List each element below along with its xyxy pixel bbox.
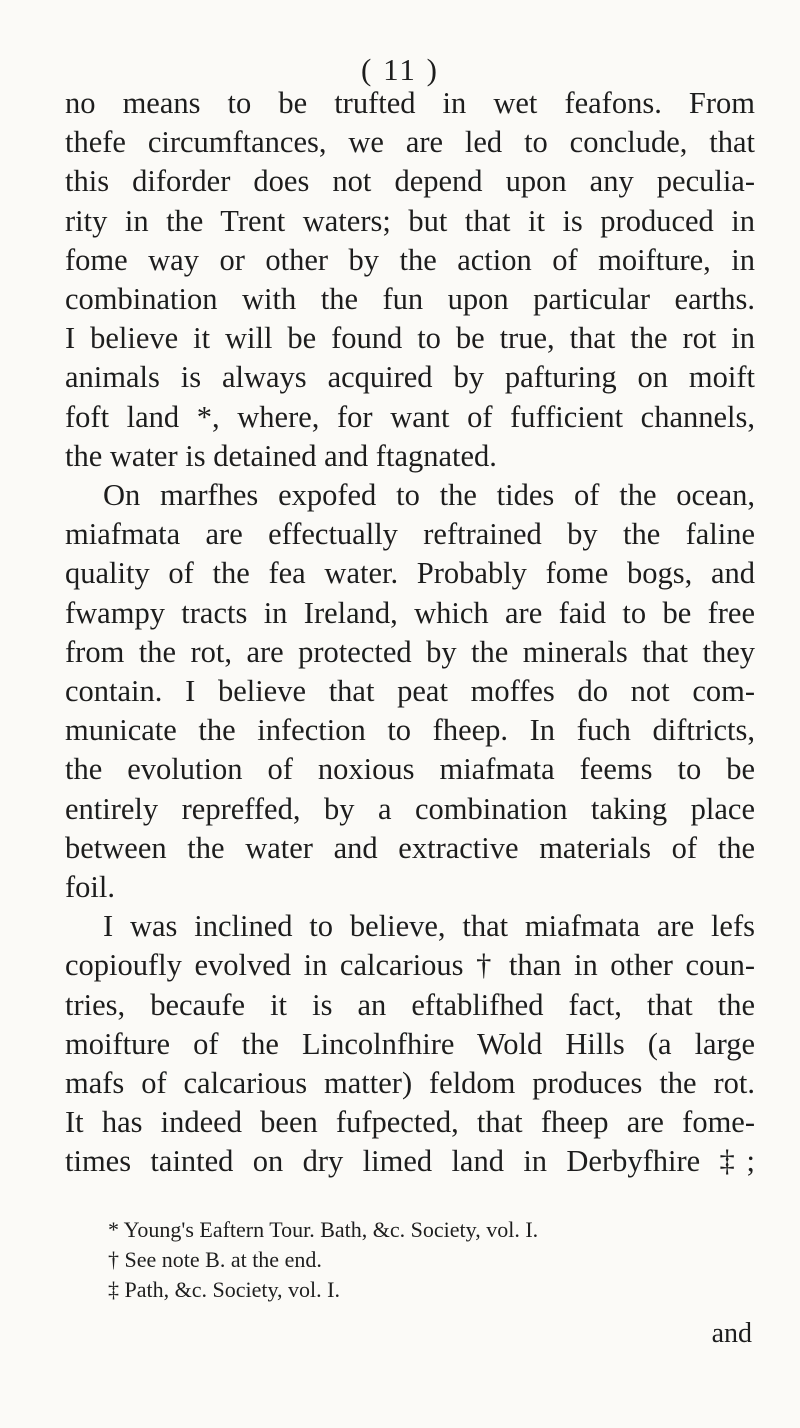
text-line: this diforder does not depend upon any peculia- bbox=[65, 164, 755, 199]
paragraph-start-line: I was inclined to believe, that miafmata are lefs bbox=[103, 909, 755, 944]
text-line: mafs of calcarious matter) feldom produces the rot. bbox=[65, 1066, 755, 1101]
footnote: † See note B. at the end. bbox=[108, 1247, 322, 1272]
text-line: contain. I believe that peat moffes do not com- bbox=[65, 674, 755, 709]
text-line: entirely repreffed, by a combination taking place bbox=[65, 791, 755, 826]
footnotes bbox=[108, 1215, 758, 1305]
footnote: * Young's Eaftern Tour. Bath, &c. Society, vol. I. bbox=[108, 1217, 539, 1242]
text-line: from the rot, are protected by the minerals that they bbox=[65, 634, 755, 669]
text-line: It has indeed been fufpected, that fheep are fome- bbox=[65, 1105, 755, 1140]
text-line: animals is always acquired by pafturing on moift bbox=[65, 360, 755, 395]
text-line: thefe circumftances, we are led to conclude, that bbox=[65, 125, 755, 160]
text-line: the evolution of noxious miafmata feems to be bbox=[65, 752, 755, 787]
text-line: the water is detained and ftagnated. bbox=[65, 438, 497, 473]
text-line: times tainted on dry limed land in Derbyfhire ‡; bbox=[65, 1144, 755, 1179]
text-line: combination with the fun upon particular earths. bbox=[65, 282, 755, 317]
catchword: and bbox=[711, 1318, 752, 1349]
text-line: foil. bbox=[65, 870, 115, 905]
text-line: municate the infection to fheep. In fuch diftricts, bbox=[65, 713, 755, 748]
text-line: moifture of the Lincolnfhire Wold Hills (a large bbox=[65, 1026, 755, 1061]
text-line: copioufly evolved in calcarious † than in other coun- bbox=[65, 948, 755, 983]
text-line: tries, becaufe it is an eftablifhed fact, that the bbox=[65, 987, 755, 1022]
body-text bbox=[65, 84, 755, 1182]
text-line: fwampy tracts in Ireland, which are faid to be free bbox=[65, 595, 755, 630]
paragraph-start-line: On marfhes expofed to the tides of the ocean, bbox=[103, 478, 755, 513]
text-line: no means to be trufted in wet feafons. From bbox=[65, 86, 755, 120]
text-line: miafmata are effectually reftrained by the faline bbox=[65, 517, 755, 552]
text-line: quality of the fea water. Probably fome bogs, and bbox=[65, 556, 755, 591]
text-line: between the water and extractive materials of the bbox=[65, 830, 755, 865]
text-line: I believe it will be found to be true, that the rot in bbox=[65, 321, 755, 356]
page-number: ( 11 ) bbox=[361, 52, 439, 87]
footnote: ‡ Path, &c. Society, vol. I. bbox=[108, 1277, 340, 1302]
text-line: fome way or other by the action of moifture, in bbox=[65, 242, 755, 277]
text-line: rity in the Trent waters; but that it is produced in bbox=[65, 203, 755, 238]
text-line: foft land *, where, for want of fufficient channels, bbox=[65, 399, 755, 434]
